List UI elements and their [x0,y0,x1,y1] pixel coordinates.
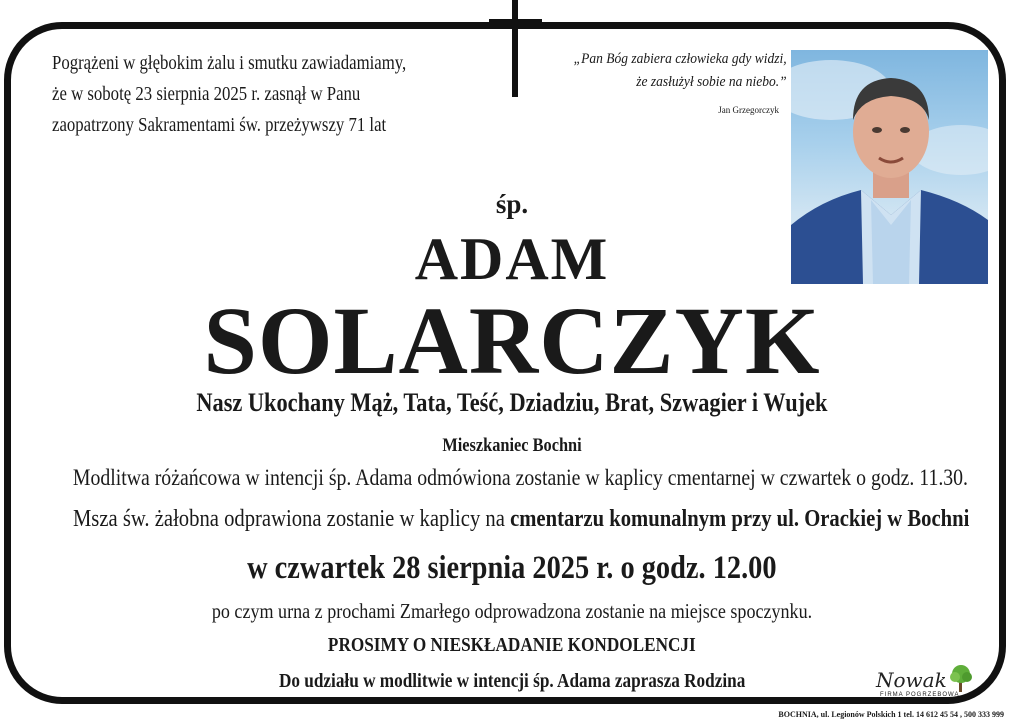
relations-text: Nasz Ukochany Mąż, Tata, Teść, Dziadziu, Brat, Szwagier i Wujek [196,388,828,417]
quote-line: „Pan Bóg zabiera człowieka gdy widzi, [574,51,787,67]
deceased-first-name: ADAM [414,226,610,292]
quote-author: Jan Grzegorczyk [718,105,779,115]
cross-icon [512,0,518,97]
logo-subtitle: FIRMA POGRZEBOWA [880,692,960,698]
deceased-prefix: śp. [495,189,529,219]
funeral-home-logo [868,664,978,704]
mass-text [73,506,969,533]
cross-bar [489,19,542,24]
family-relations [0,388,1024,418]
invitation-text: Do udziału w modlitwie w intencji śp. Adama zaprasza Rodzina [278,670,746,692]
intro-line: Pogrążeni w głębokim żalu i smutku zawiadamiamy, [52,53,407,74]
intro-line: zaopatrzony Sakramentami św. przeżywszy 71 lat [52,115,387,136]
residence [0,435,1024,457]
quote [574,48,787,94]
funeral-date-text: w czwartek 28 sierpnia 2025 r. o godz. 12.00 [247,550,777,586]
no-condolences-text: PROSIMY O NIESKŁADANIE KONDOLENCJI [328,634,696,656]
quote-line: że zasłużył sobie na niebo.” [636,74,787,90]
no-condolences-notice [0,634,1024,657]
tree-icon [948,664,974,694]
intro-line: że w sobotę 23 sierpnia 2025 r. zasnął w Panu [52,84,361,105]
logo-name: Nowak [876,668,947,692]
funeral-date [0,550,1024,587]
mass-location: cmentarzu komunalnym przy ul. Orackiej w Bochni [510,506,970,532]
mass-text-regular: Msza św. żałobna odprawiona zostanie w kaplicy na [72,506,511,532]
rosary-info [0,465,1024,491]
residence-text: Mieszkaniec Bochni [442,435,582,456]
urn-info [0,599,1024,624]
deceased-last-name: SOLARCZYK [203,287,821,394]
mass-info [0,506,1024,533]
announcement-intro [52,48,413,141]
funeral-home-contact: BOCHNIA, ul. Legionów Polskich 1 tel. 14 612 45 54 , 500 333 999 [778,710,1004,719]
rosary-text: Modlitwa różańcowa w intencji śp. Adama odmówiona zostanie w kaplicy cmentarnej w czwartek o godz. 11.30. [72,465,969,490]
urn-text: po czym urna z prochami Zmarłego odprowadzona zostanie na miejsce spoczynku. [211,599,813,623]
